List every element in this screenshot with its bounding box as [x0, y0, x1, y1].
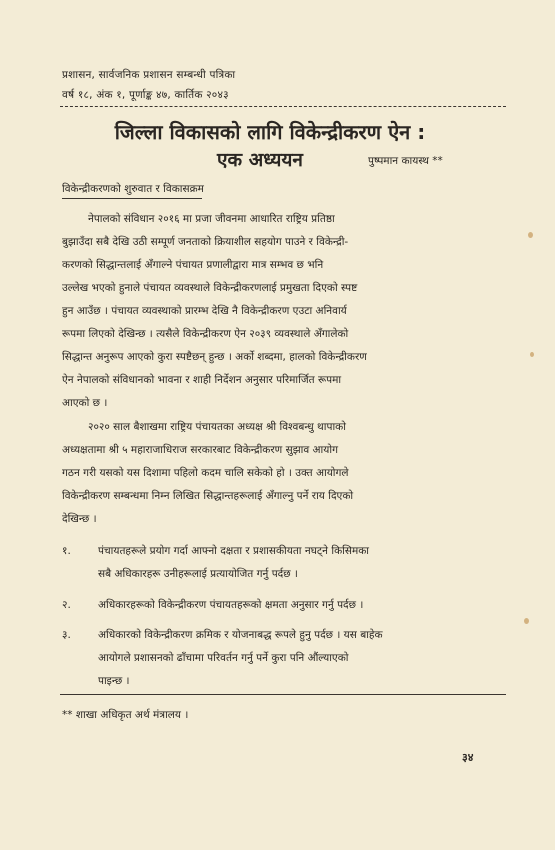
- paragraph-line: करणको सिद्धान्तलाई अँगाल्ने पंचायत प्रणालीद्वारा मात्र सम्भव छ भनि: [62, 259, 324, 271]
- paragraph-line: उल्लेख भएको हुनाले पंचायत व्यवस्थाले विकेन्द्रीकरणलाई प्रमुखता दिएको स्पष्ट: [62, 282, 358, 294]
- paragraph-line: रूपमा लिएको देखिन्छ । त्यसैले विकेन्द्रीकरण ऐन २०३९ व्यवस्थाले अँगालेको: [62, 328, 349, 340]
- paragraph-2: [62, 416, 502, 531]
- header-divider: [60, 106, 506, 107]
- paper-stain: [528, 232, 533, 238]
- article-subtitle: एक अध्ययन: [217, 149, 303, 171]
- list-line: अधिकारहरूको विकेन्द्रीकरण पंचायतहरूको क्षमता अनुसार गर्नु पर्दछ ।: [98, 599, 364, 611]
- list-line: पाइन्छ ।: [98, 675, 130, 687]
- list-item-text: [98, 594, 502, 617]
- list-line: पंचायतहरूले प्रयोग गर्दा आफ्नो दक्षता र प्रशासकीयता नघट्ने किसिमका: [98, 545, 370, 557]
- paragraph-line: गठन गरी यसको यस दिशामा पहिलो कदम चालि सकेको हो । उक्त आयोगले: [62, 467, 349, 479]
- paragraph-line: ऐन नेपालको संविधानको भावना र शाही निर्देशन अनुसार परिमार्जित रूपमा: [62, 374, 342, 386]
- paragraph-line: २०२० साल बैशाखमा राष्ट्रिय पंचायतका अध्यक्ष श्री विश्वबन्धु थापाको: [88, 421, 346, 433]
- list-item-text: [98, 624, 502, 693]
- paragraph-line: विकेन्द्रीकरण सम्बन्धमा निम्न लिखित सिद्धान्तहरूलाई अँगाल्नु पर्ने राय दिएको: [62, 490, 354, 502]
- paragraph-line: हुन आउँछ । पंचायत व्यवस्थाको प्रारम्भ देखि नै विकेन्द्रीकरण एउटा अनिवार्य: [62, 305, 347, 317]
- list-line: सबै अधिकारहरू उनीहरूलाई प्रत्यायोजित गर्नु पर्दछ ।: [98, 568, 298, 580]
- section-heading-underline: [62, 198, 202, 199]
- article-title: जिल्ला विकासको लागि विकेन्द्रीकरण ऐन :: [114, 120, 426, 144]
- footnote-divider: [60, 694, 506, 695]
- paragraph-line: आएको छ ।: [62, 397, 108, 409]
- list-item-number: ३.: [62, 629, 71, 641]
- list-item-number: २.: [62, 599, 71, 611]
- list-item-text: [98, 540, 502, 586]
- list-line: अधिकारको विकेन्द्रीकरण क्रमिक र योजनाबद्ध रूपले हुनु पर्दछ । यस बाहेक: [98, 629, 383, 641]
- section-heading: विकेन्द्रीकरणको शुरुवात र विकासक्रम: [62, 183, 204, 195]
- paper-stain: [530, 352, 534, 357]
- paragraph-line: देखिन्छ ।: [62, 513, 97, 525]
- paragraph-line: अध्यक्षतामा श्री ५ महाराजाधिराज सरकारबाट विकेन्द्रीकरण सुझाव आयोग: [62, 444, 338, 456]
- paragraph-1: [62, 208, 502, 415]
- article-author: पुष्पमान कायस्थ **: [368, 155, 443, 167]
- journal-name: प्रशासन, सार्वजनिक प्रशासन सम्बन्धी पत्रिका: [62, 69, 236, 81]
- page-number: ३४: [462, 751, 474, 764]
- paper-stain: [524, 618, 529, 624]
- paragraph-line: बुझाउँदा सबै देखि उठी सम्पूर्ण जनताको क्रियाशील सहयोग पाउने र विकेन्द्री-: [62, 236, 349, 248]
- paragraph-line: नेपालको संविधान २०१६ मा प्रजा जीवनमा आधारित राष्ट्रिय प्रतिष्ठा: [88, 213, 335, 225]
- journal-volume: वर्ष १८, अंक १, पूर्णाङ्क ४७, कार्तिक २०४३: [62, 89, 229, 101]
- footnote: ** शाखा अधिकृत अर्थ मंत्रालय ।: [62, 709, 189, 721]
- list-item-number: १.: [62, 545, 71, 557]
- list-line: आयोगले प्रशासनको ढाँचामा परिवर्तन गर्नु पर्ने कुरा पनि औंल्याएको: [98, 652, 349, 664]
- paragraph-line: सिद्धान्त अनुरूप आएको कुरा स्पष्टैछन् हुन्छ । अर्को शब्दमा, हालको विकेन्द्रीकरण: [62, 351, 367, 363]
